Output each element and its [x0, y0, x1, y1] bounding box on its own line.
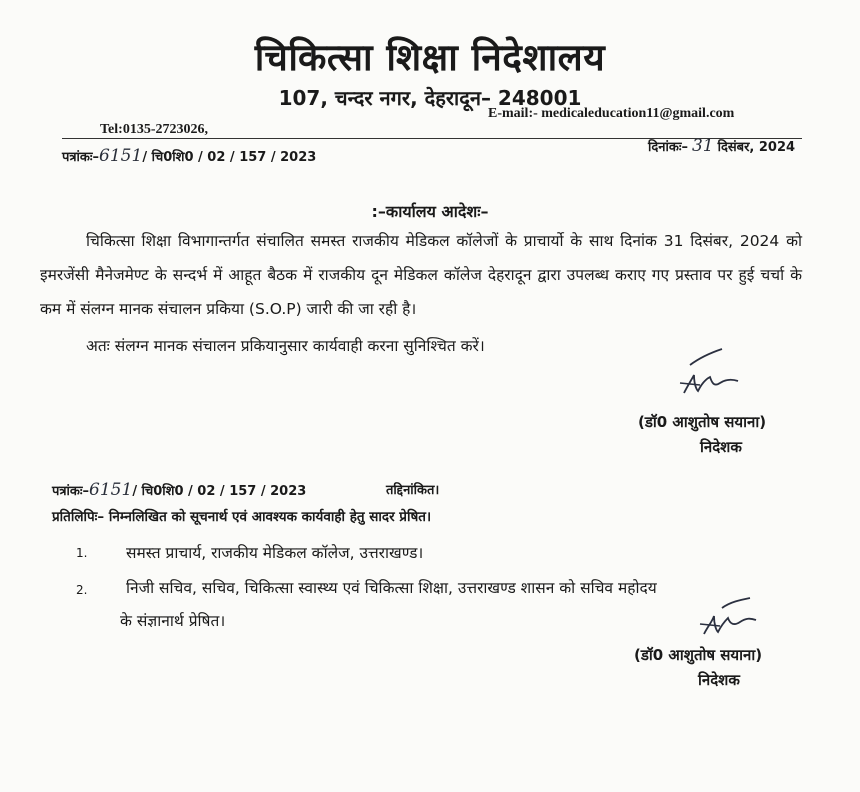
order-instruction: अतः संलग्न मानक संचालन प्रकियानुसार कार्यवाही करना सुनिश्चित करें।	[86, 337, 485, 355]
signer-name: (डॉ0 आशुतोष सयाना)	[638, 413, 767, 431]
director-signature-copy	[698, 594, 760, 640]
order-date-suffix: दिसंबर, 2024	[717, 140, 796, 155]
signer-title: निदेशक	[700, 438, 742, 456]
order-heading: :–कार्यालय आदेशः–	[371, 202, 489, 221]
copy-reference-suffix: / चि0शि0 / 02 / 157 / 2023	[132, 484, 307, 499]
copy-item-text: निजी सचिव, सचिव, चिकित्सा स्वास्थ्य एवं चिकित्सा शिक्षा, उत्तराखण्ड शासन को सचिव महोदय	[126, 579, 657, 597]
order-date-day: 31	[691, 136, 714, 156]
letterhead-email: E-mail:- medicaleducation11@gmail.com	[488, 106, 735, 121]
director-signature	[676, 345, 746, 397]
order-date	[648, 136, 795, 156]
copy-signer-name: (डॉ0 आशुतोष सयाना)	[634, 646, 763, 664]
copy-item-number: 2.	[76, 583, 88, 597]
order-reference-number: 6151	[99, 146, 143, 166]
order-reference-suffix: / चि0शि0 / 02 / 157 / 2023	[142, 150, 317, 165]
copy-header: प्रतिलिपिः– निम्नलिखित को सूचनार्थ एवं आवश्यक कार्यवाही हेतु सादर प्रेषित।	[52, 509, 432, 525]
copy-reference-number: 6151	[89, 480, 133, 500]
copy-dated: तद्दिनांकित।	[386, 483, 440, 498]
copy-item-text: समस्त प्राचार्य, राजकीय मेडिकल कॉलेज, उत्तराखण्ड।	[126, 544, 424, 562]
order-body-text: चिकित्सा शिक्षा विभागान्तर्गत संचालित समस्त राजकीय मेडिकल कॉलेजों के प्राचार्यो के साथ दिनांक 31 दिसंबर, 2024 को इमरजेंसी मैनेजमेण्ट के सन्दर्भ में आहूत बैठक में राजकीय दून मेडिकल कॉलेज देहरादून द्वारा उपलब्ध कराए गए प्रस्ताव पर हुई चर्चा के कम में संलग्न मानक संचालन प्रकिया (S.O.P) जारी की जा रही है।	[40, 232, 802, 318]
letterhead-address: 107, चन्दर नगर, देहरादून– 248001	[278, 86, 582, 110]
order-date-prefix: दिनांकः–	[648, 140, 688, 155]
letterhead-title: चिकित्सा शिक्षा निदेशालय	[254, 36, 606, 79]
order-reference-prefix: पत्रांकः–	[62, 150, 100, 165]
copy-item-text-continued: के संज्ञानार्थ प्रेषित।	[120, 612, 226, 630]
order-body	[40, 224, 802, 326]
copy-item-number: 1.	[76, 546, 88, 560]
order-reference	[62, 146, 316, 166]
copy-signer-title: निदेशक	[698, 671, 740, 689]
letterhead-telephone: Tel:0135-2723026,	[100, 122, 208, 137]
copy-reference	[52, 480, 306, 500]
copy-reference-prefix: पत्रांकः–	[52, 484, 90, 499]
